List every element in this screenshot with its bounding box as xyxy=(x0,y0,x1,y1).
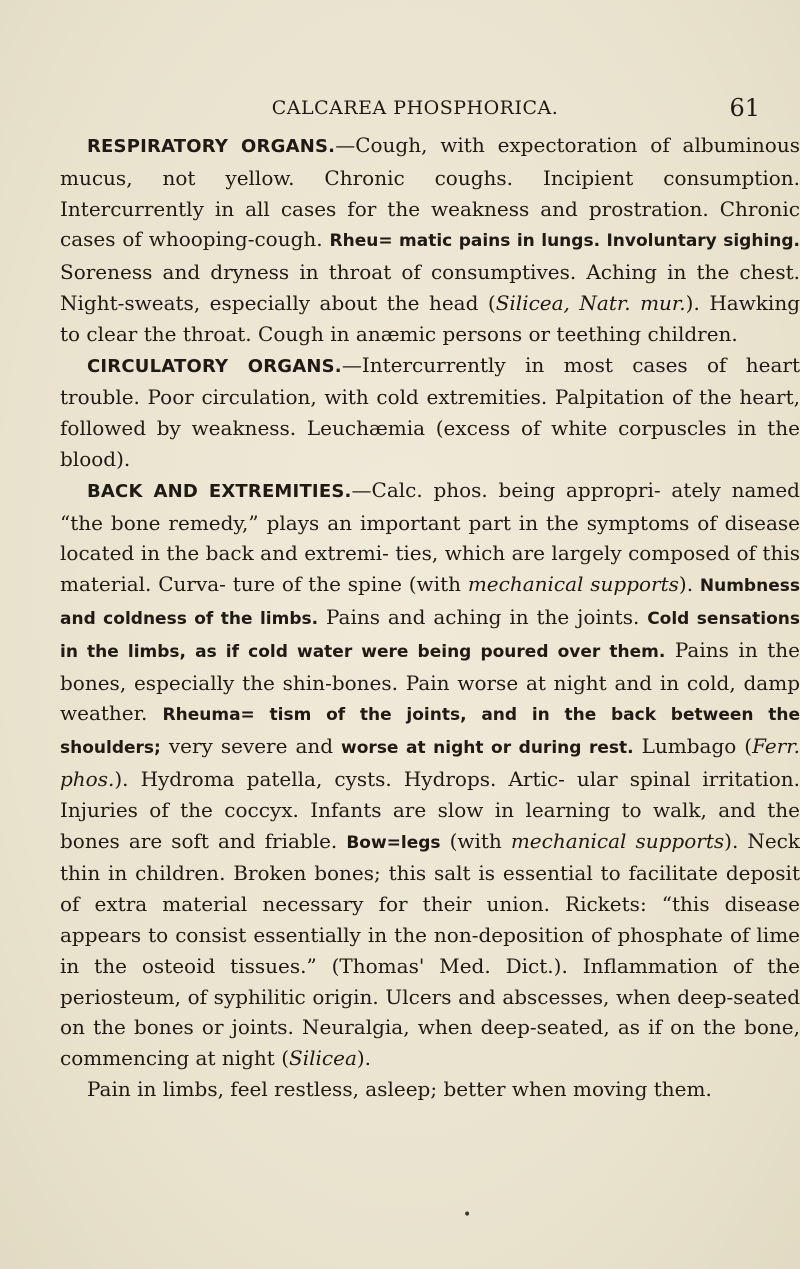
text-run: very severe and xyxy=(160,734,342,759)
bold-text: worse at night or during rest. xyxy=(341,738,634,759)
text-run: —Intercurrently in most cases of heart trouble. Poor circulation, with cold extremities. Palpitation of the heart, followed by weakness. Leuchæmia (excess of white corpuscles in the blood). xyxy=(60,352,800,471)
paragraph-respiratory xyxy=(60,130,800,350)
text-run: ). Hydroma patella, cysts. Hydrops. Artic- ular spinal irritation. Injuries of the coccyx. Infants are slow in learning to walk, and the bones are soft and friable. xyxy=(60,766,800,853)
italic-text: Silicea xyxy=(289,1046,357,1071)
page-header xyxy=(70,94,760,127)
text-run: Pains and aching in the joints. xyxy=(318,604,648,629)
text-run: ). Neck thin in children. Broken bones; this salt is essential to facilitate deposit of extra material necessary for their union. Rickets: “this disease appears to consist essentially in the non-deposition of phosphate of lime in the osteoid tissues.” (Thomas' Med. Dict.). Inflammation of the periosteum, of syphilitic origin. Ulcers and abscesses, when deep-seated on the bones or joints. Neuralgia, when deep-seated, as if on the bone, commencing at night ( xyxy=(60,828,800,1071)
bold-text: Cold sensations in the limbs, as if cold water were being poured over them. xyxy=(60,608,800,662)
text-run: Soreness and dryness in throat of consumptives. Aching in the chest. Night-sweats, especially about the head ( xyxy=(60,260,800,315)
text-run: —Calc. phos. being appropri- ately named “the bone remedy,” plays an important part in the symptoms of disease located in the back and extremi- ties, which are largely composed of this material. Curva- ture of the spine (with xyxy=(60,477,800,597)
bold-text: Rheuma= tism of the joints, and in the back between the shoulders; xyxy=(60,705,800,759)
section-heading-back-extremities: BACK AND EXTREMITIES. xyxy=(87,480,352,502)
text-run: —Cough, with expectoration of albuminous mucus, not yellow. Chronic coughs. Incipient consumption. Intercurrently in all cases for the weakness and prostration. Chronic cases of whooping-cough. xyxy=(60,133,800,252)
text-run: (with xyxy=(440,828,511,853)
italic-text: mechanical supports xyxy=(510,828,725,853)
italic-text: Ferr. phos. xyxy=(60,734,800,791)
print-speck: • xyxy=(463,1207,472,1223)
text-run: Lumbago ( xyxy=(633,734,753,759)
bold-text: Numbness and coldness of the limbs. xyxy=(60,576,800,629)
section-heading-circulatory: CIRCULATORY ORGANS. xyxy=(87,355,342,377)
body-text xyxy=(60,130,800,1105)
section-heading-respiratory: RESPIRATORY ORGANS. xyxy=(87,136,336,157)
bold-text: Rheu= matic pains in lungs. Involuntary sighing. xyxy=(329,231,800,252)
page-number: 61 xyxy=(729,94,760,122)
italic-text: mechanical supports xyxy=(467,572,679,597)
text-run: ). xyxy=(356,1046,372,1071)
paragraph-closing xyxy=(60,1074,800,1105)
text-run: ). Hawking to clear the throat. Cough in anæmic persons or teething children. xyxy=(60,290,800,346)
italic-text: Silicea, Natr. mur. xyxy=(495,290,686,315)
paragraph-back-extremities xyxy=(60,475,800,1074)
text-run: Pains in the bones, especially the shin-bones. Pain worse at night and in cold, damp weather. xyxy=(60,637,800,726)
running-head: CALCAREA PHOSPHORICA. xyxy=(271,97,559,119)
text-run: Pain in limbs, feel restless, asleep; better when moving them. xyxy=(87,1076,712,1101)
paragraph-circulatory xyxy=(60,350,800,475)
text-run: ). xyxy=(678,572,700,597)
bold-text: Bow=legs xyxy=(346,832,441,853)
